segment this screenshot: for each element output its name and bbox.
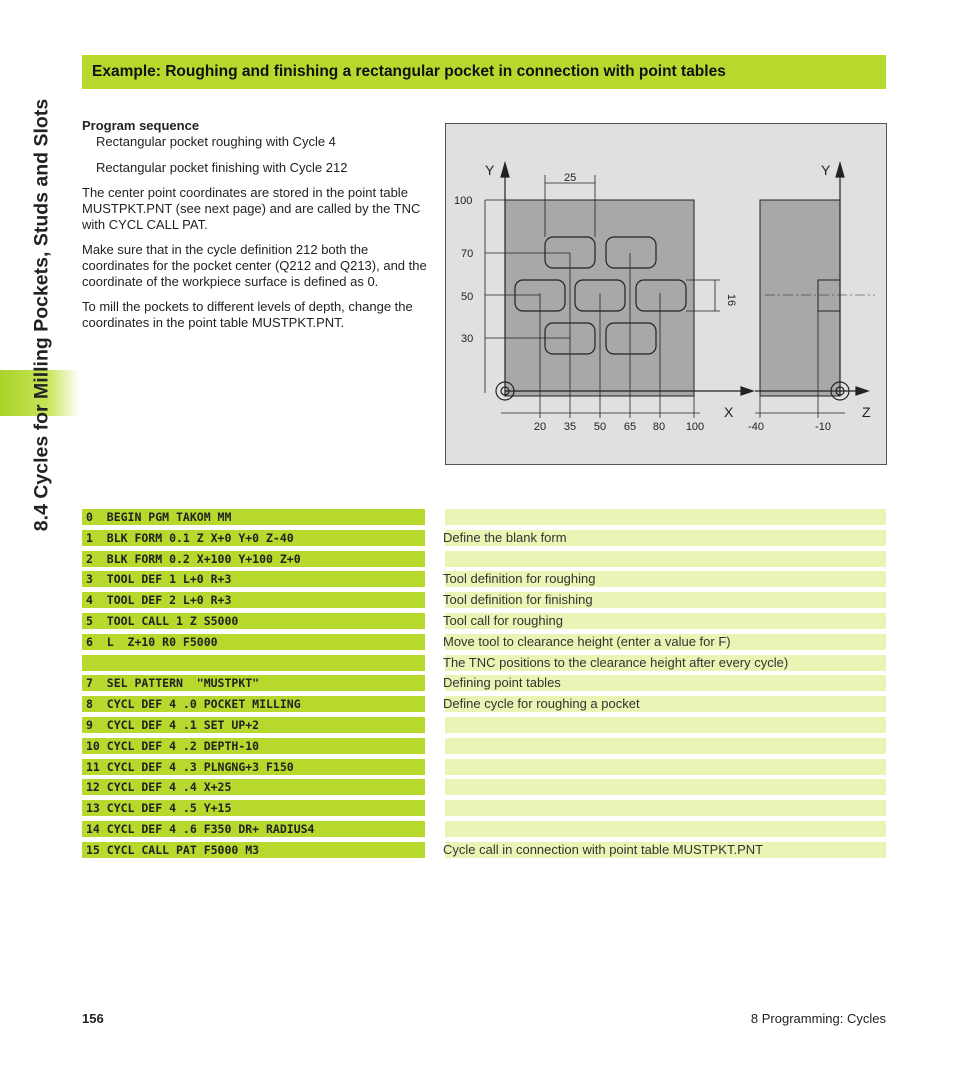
row-comment <box>445 592 886 608</box>
x-tick: 65 <box>623 421 637 433</box>
sequence-step: Rectangular pocket finishing with Cycle 212 <box>96 160 348 175</box>
row-gap <box>425 613 445 629</box>
x-tick: 100 <box>685 421 705 433</box>
row-comment <box>445 779 886 795</box>
row-comment <box>445 800 886 816</box>
dim-label-right: 16 <box>725 293 737 307</box>
program-row <box>82 821 886 837</box>
program-row <box>82 759 886 775</box>
row-comment <box>445 717 886 733</box>
pocket-section <box>818 280 840 311</box>
nc-code: 5 TOOL CALL 1 Z S5000 <box>82 613 425 629</box>
y-tick: 50 <box>461 291 474 303</box>
nc-code: 2 BLK FORM 0.2 X+100 Y+100 Z+0 <box>82 551 425 567</box>
program-row <box>82 509 886 525</box>
row-gap <box>425 717 445 733</box>
y-tick: 100 <box>454 195 473 207</box>
program-row <box>82 613 886 629</box>
row-comment <box>445 634 886 650</box>
program-sequence-heading: Program sequence <box>82 118 200 133</box>
nc-code: 4 TOOL DEF 2 L+0 R+3 <box>82 592 425 608</box>
example-title: Example: Roughing and finishing a rectangular pocket in connection with point tables <box>82 55 886 89</box>
program-row <box>82 675 886 691</box>
footer-chapter: 8 Programming: Cycles <box>750 1011 886 1026</box>
sequence-step: Rectangular pocket roughing with Cycle 4 <box>96 134 336 149</box>
program-row <box>82 842 886 858</box>
row-comment <box>445 509 886 525</box>
comment-text: Tool definition for roughing <box>443 571 596 587</box>
program-row <box>82 634 886 650</box>
row-gap <box>425 821 445 837</box>
row-gap <box>425 592 445 608</box>
z-axis-label: Z <box>862 404 871 420</box>
row-gap <box>425 842 445 858</box>
sidebar <box>0 0 80 1091</box>
row-gap <box>425 759 445 775</box>
paragraph: To mill the pockets to different levels of depth, change the coordinates in the point table MUSTPKT.PNT. <box>82 299 413 330</box>
comment-text: Define cycle for roughing a pocket <box>443 696 640 712</box>
x-axis-label: X <box>724 404 734 420</box>
row-gap <box>425 551 445 567</box>
row-gap <box>425 800 445 816</box>
nc-code: 12 CYCL DEF 4 .4 X+25 <box>82 779 425 795</box>
row-comment <box>445 655 886 671</box>
row-comment <box>445 530 886 546</box>
nc-code: 3 TOOL DEF 1 L+0 R+3 <box>82 571 425 587</box>
program-row <box>82 592 886 608</box>
x-tick: 50 <box>593 421 607 433</box>
x-tick: 35 <box>563 421 577 433</box>
row-comment <box>445 613 886 629</box>
paragraph: Make sure that in the cycle definition 212 both the coordinates for the pocket center (Q212 and Q213), and the coordinate of the workpiece surface is defined as 0. <box>82 242 427 289</box>
nc-program <box>82 509 886 863</box>
comment-text: Tool call for roughing <box>443 612 563 628</box>
comment-text: Defining point tables <box>443 675 561 691</box>
y-axis-label: Y <box>485 162 495 178</box>
z-tick: -10 <box>815 421 831 433</box>
pocket <box>636 280 686 311</box>
nc-code: 10 CYCL DEF 4 .2 DEPTH-10 <box>82 738 425 754</box>
nc-code: 1 BLK FORM 0.1 Z X+0 Y+0 Z-40 <box>82 530 425 546</box>
pocket <box>606 237 656 268</box>
row-gap <box>425 634 445 650</box>
program-row <box>82 779 886 795</box>
nc-code: 7 SEL PATTERN "MUSTPKT" <box>82 675 425 691</box>
row-gap <box>425 571 445 587</box>
program-row <box>82 551 886 567</box>
x-tick: 20 <box>533 421 547 433</box>
row-comment <box>445 551 886 567</box>
nc-code: 8 CYCL DEF 4 .0 POCKET MILLING <box>82 696 425 712</box>
row-comment <box>445 571 886 587</box>
chapter-title: 8.4 Cycles for Milling Pockets, Studs and Slots <box>30 98 53 532</box>
dim-label-top: 25 <box>564 172 577 184</box>
row-gap <box>425 655 445 671</box>
y-tick: 70 <box>461 248 474 260</box>
nc-code <box>82 655 425 671</box>
program-row <box>82 717 886 733</box>
y-axis-label-side: Y <box>821 162 831 178</box>
row-gap <box>425 779 445 795</box>
intro-text <box>82 118 427 331</box>
row-comment <box>445 759 886 775</box>
nc-code: 15 CYCL CALL PAT F5000 M3 <box>82 842 425 858</box>
comment-text: Define the blank form <box>443 529 567 545</box>
z-tick: -40 <box>748 421 764 433</box>
x-tick: 80 <box>652 421 666 433</box>
row-comment <box>445 821 886 837</box>
y-tick: 30 <box>461 333 474 345</box>
program-row <box>82 738 886 754</box>
program-row <box>82 571 886 587</box>
row-comment <box>445 696 886 712</box>
program-row <box>82 696 886 712</box>
program-row <box>82 530 886 546</box>
comment-text: Move tool to clearance height (enter a value for F) <box>443 633 731 649</box>
nc-code: 0 BEGIN PGM TAKOM MM <box>82 509 425 525</box>
pocket-drawing <box>445 123 887 465</box>
pocket <box>606 323 656 354</box>
row-comment <box>445 842 886 858</box>
comment-text: The TNC positions to the clearance height after every cycle) <box>443 654 789 670</box>
paragraph: The center point coordinates are stored in the point table MUSTPKT.PNT (see next page) and are called by the TNC with CYCL CALL PAT. <box>82 185 421 232</box>
page-number: 156 <box>82 1011 104 1026</box>
nc-code: 14 CYCL DEF 4 .6 F350 DR+ RADIUS4 <box>82 821 425 837</box>
program-row <box>82 655 886 671</box>
nc-code: 13 CYCL DEF 4 .5 Y+15 <box>82 800 425 816</box>
row-gap <box>425 509 445 525</box>
row-gap <box>425 530 445 546</box>
row-gap <box>425 696 445 712</box>
nc-code: 9 CYCL DEF 4 .1 SET UP+2 <box>82 717 425 733</box>
row-comment <box>445 675 886 691</box>
row-gap <box>425 675 445 691</box>
nc-code: 11 CYCL DEF 4 .3 PLNGNG+3 F150 <box>82 759 425 775</box>
program-row <box>82 800 886 816</box>
nc-code: 6 L Z+10 R0 F5000 <box>82 634 425 650</box>
row-comment <box>445 738 886 754</box>
comment-text: Tool definition for finishing <box>443 592 593 608</box>
row-gap <box>425 738 445 754</box>
comment-text: Cycle call in connection with point table MUSTPKT.PNT <box>443 841 764 857</box>
